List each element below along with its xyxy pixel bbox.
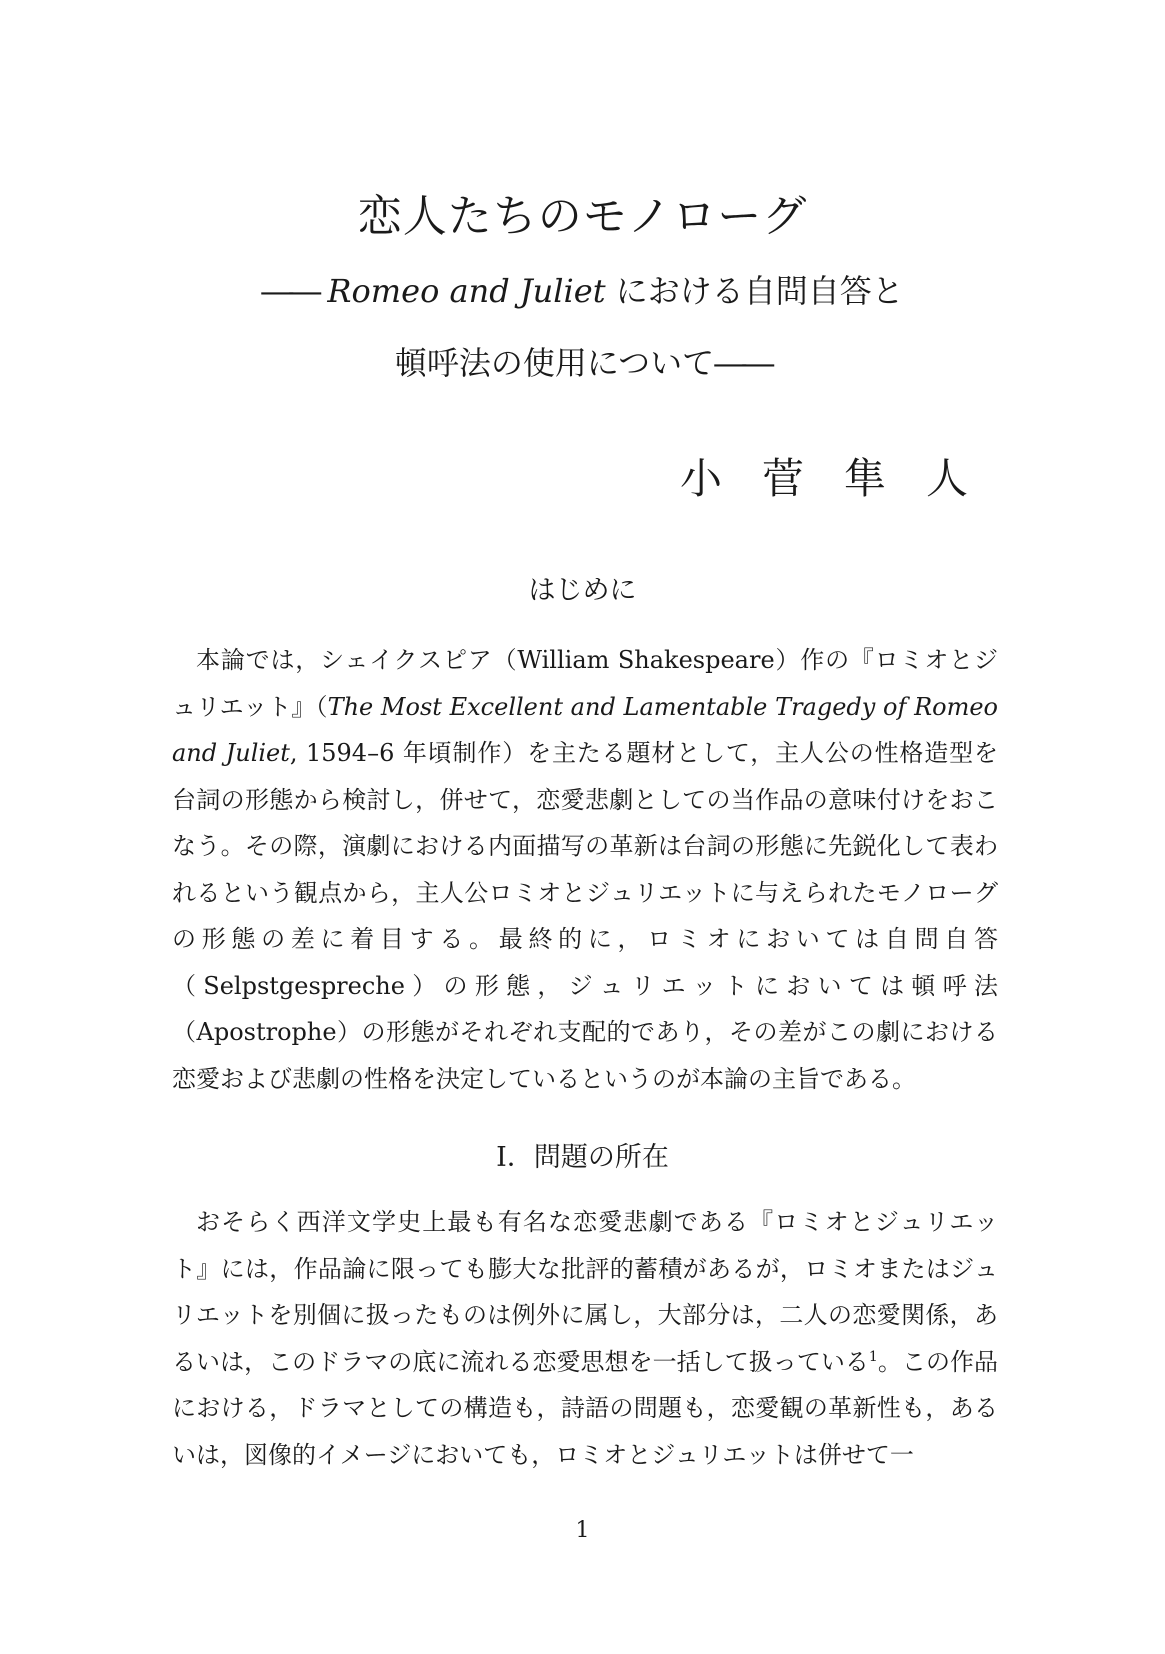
- intro-paragraph: [172, 637, 998, 1102]
- section-1-text-b: 。この作品における，ドラマとしての構造も，詩語の問題も，恋愛観の革新性も，あるいは，図像的イメージにおいても，ロミオとジュリエットは併せて一: [172, 1347, 999, 1469]
- intro-work-title: The Most Excellent and Lamentable Tragedy of Romeo and Juliet: [172, 692, 999, 767]
- section-heading-intro: はじめに: [528, 575, 637, 606]
- subtitle-work-title: Romeo and Juliet: [327, 272, 606, 310]
- section-1-paragraph: [172, 1199, 998, 1478]
- subtitle-dash-right: ――: [714, 344, 771, 382]
- subtitle-line-2-text: 頓呼法の使用について: [394, 344, 715, 382]
- subtitle-line-2: [0, 338, 1165, 384]
- paper-title: 恋人たちのモノローグ: [357, 191, 808, 242]
- section-heading-1: Ⅰ．問題の所在: [496, 1142, 669, 1173]
- intro-text-a: 本論では，シェイクスピア（William Shakespeare）作の『ロミオとジュリエット』（: [172, 646, 998, 721]
- intro-text-b: , 1594–6 年頃制作）を主たる題材として，主人公の性格造型を台詞の形態から検討し，併せて，恋愛悲劇としての当作品の意味付けをおこなう。その際，演劇における内面描写の革新は台詞の形態に先鋭化して表われるという観点から，主人公ロミオとジュリエットに与えられたモノローグの形態の差に着目する。最終的に，ロミオにおいては自問自答（Selpstgespreche）の形態，ジュリエットにおいては頓呼法（Apostrophe）の形態がそれぞれ支配的であり，その差がこの劇における恋愛および悲劇の性格を決定しているというのが本論の主旨である。: [172, 739, 998, 1093]
- subtitle-line-1-text: における自問自答と: [615, 272, 904, 310]
- section-1-text-a: おそらく西洋文学史上最も有名な恋愛悲劇である『ロミオとジュリエット』には，作品論に限っても膨大な批評的蓄積があるが，ロミオまたはジュリエットを別個に扱ったものは例外に属し，大部分は，二人の恋愛関係，あるいは，このドラマの底に流れる恋愛思想を一括して扱っている: [172, 1208, 998, 1376]
- subtitle-line-1: [0, 266, 1165, 312]
- subtitle-dash-left: ――: [261, 272, 318, 310]
- footnote-ref-1[interactable]: 1: [868, 1348, 878, 1365]
- author-name: 小菅隼人: [680, 454, 1009, 503]
- page-number: 1: [575, 1518, 590, 1543]
